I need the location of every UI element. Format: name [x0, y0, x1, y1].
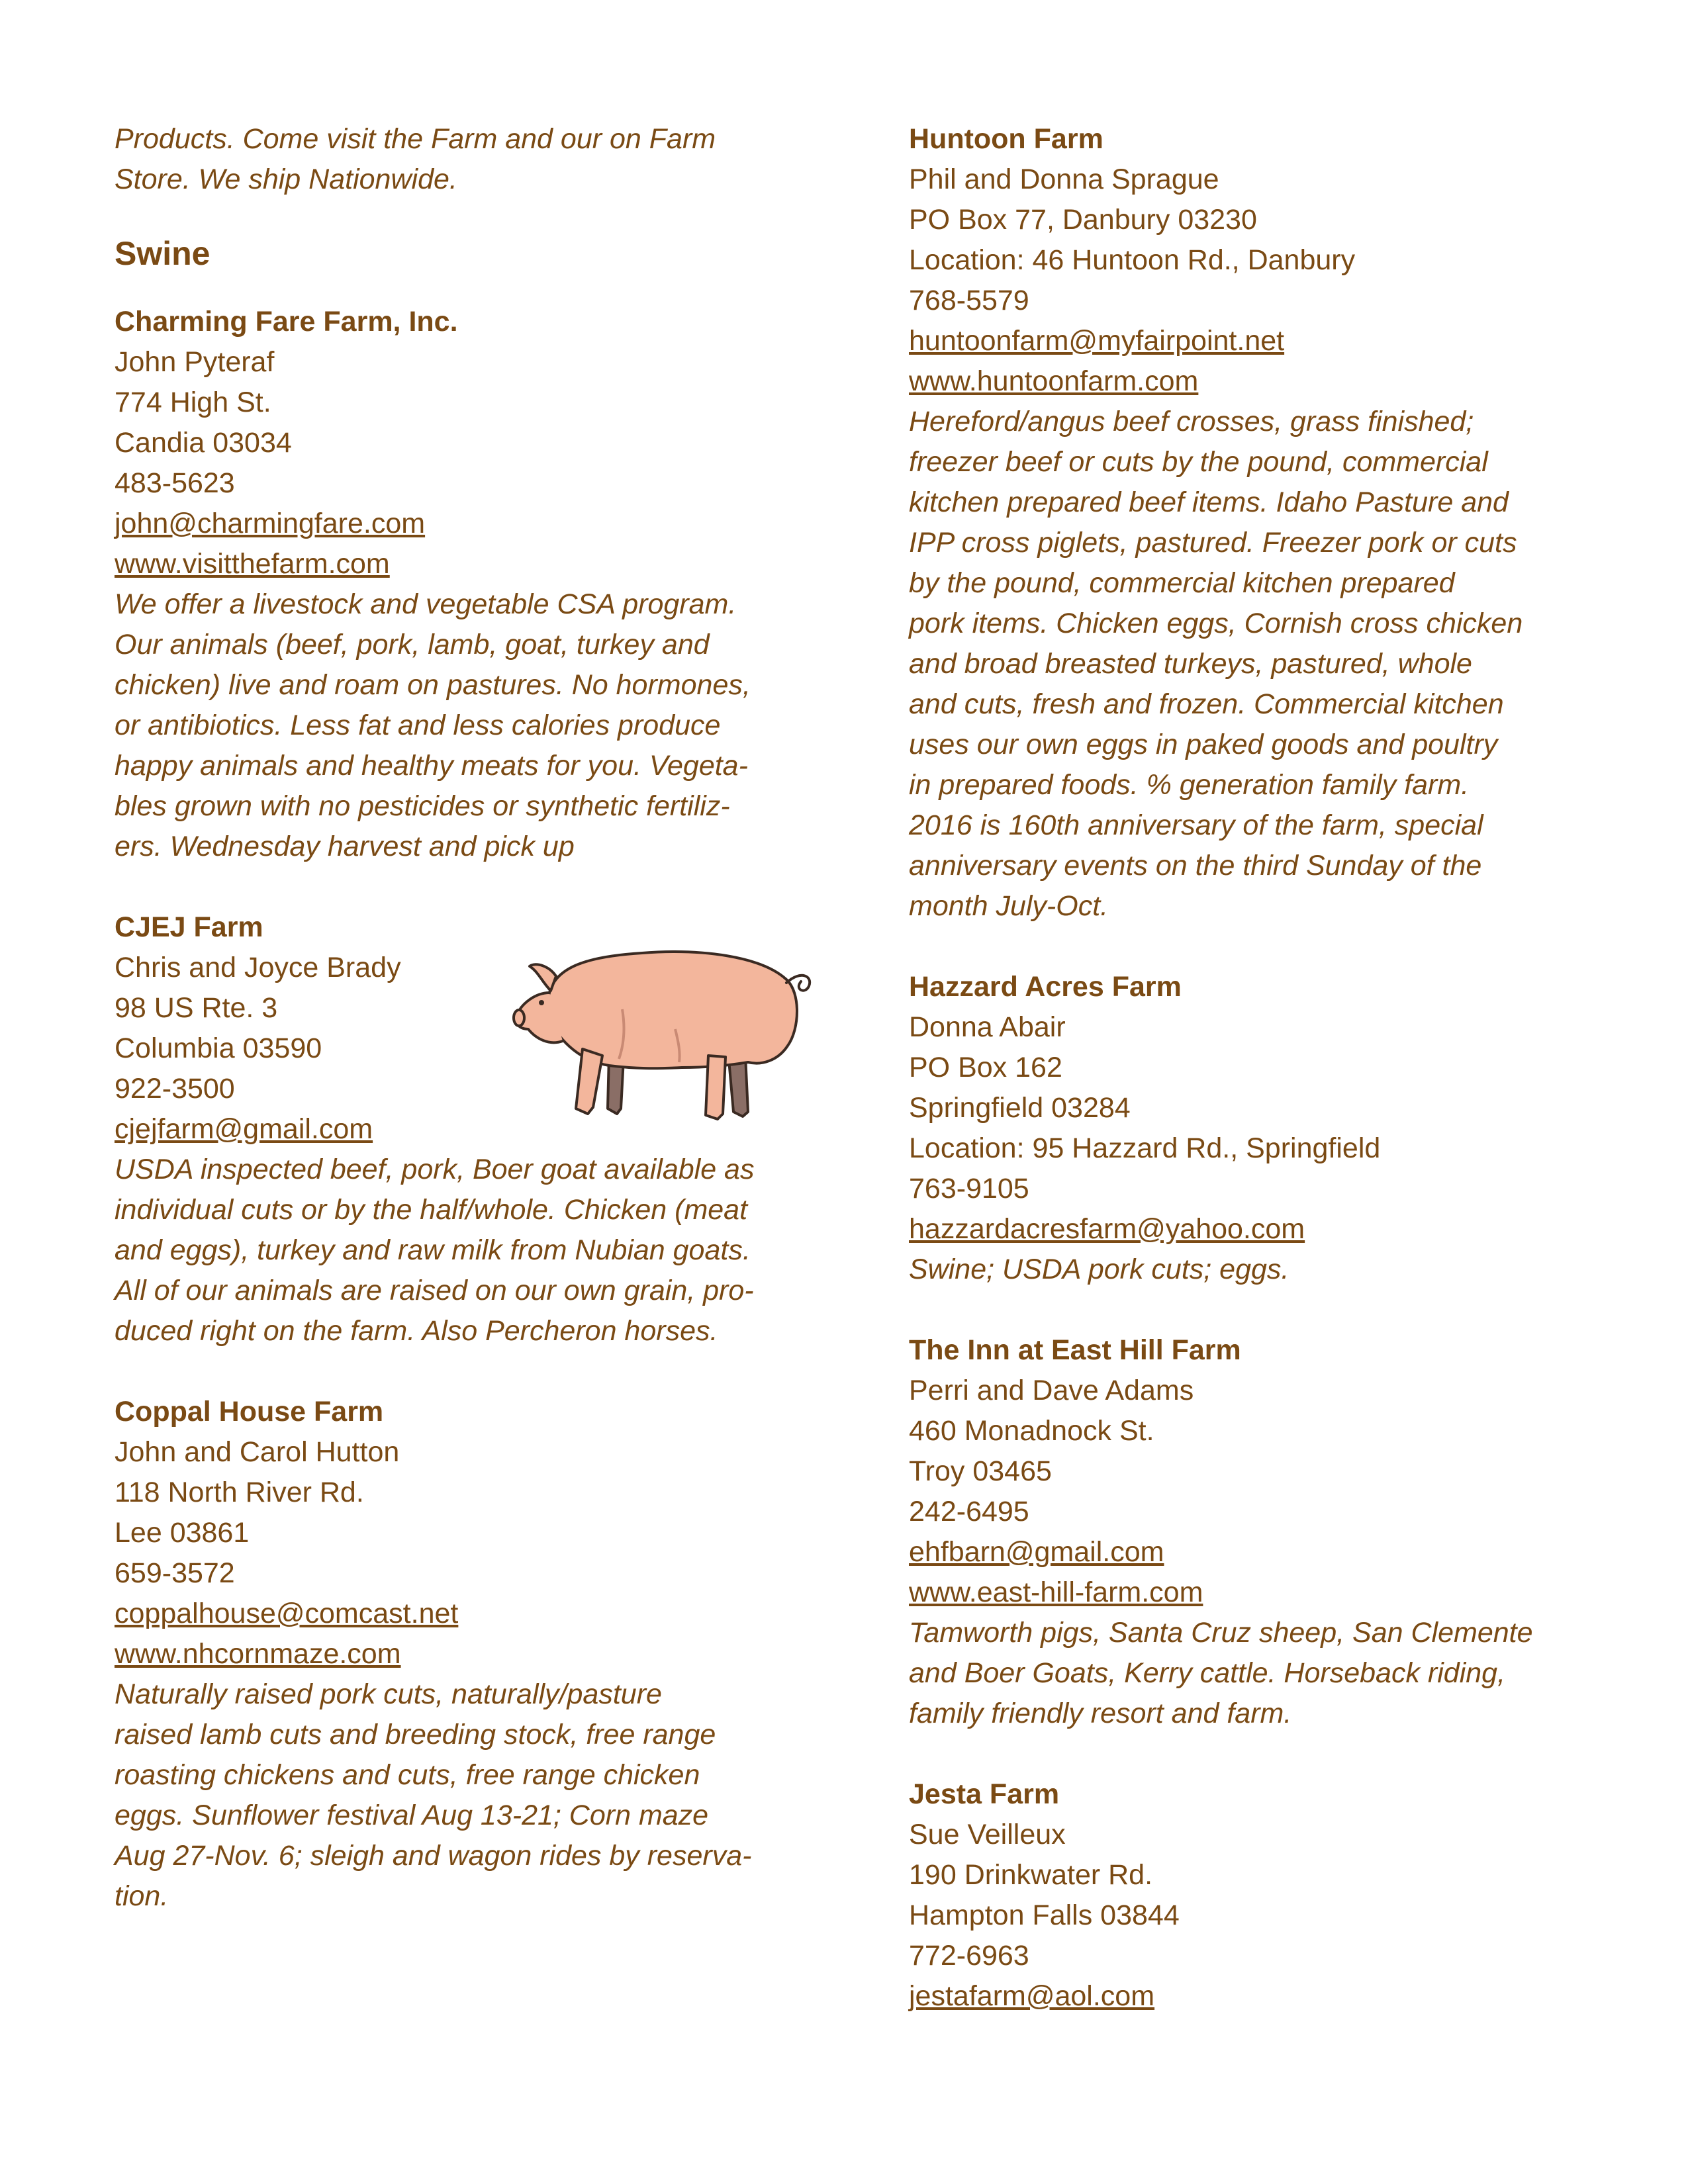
farm-description: and broad breasted turkeys, pastured, whole [909, 648, 1472, 680]
farm-description: in prepared foods. % generation family farm. [909, 769, 1470, 801]
farm-name: Coppal House Farm [115, 1396, 384, 1428]
farm-phone: 772-6963 [909, 1940, 1029, 1972]
farm-description: or antibiotics. Less fat and less calories produce [115, 709, 721, 741]
farm-description: Hereford/angus beef crosses, grass finished; [909, 406, 1474, 437]
farm-address: PO Box 77, Danbury 03230 [909, 204, 1257, 236]
farm-contact: Phil and Donna Sprague [909, 163, 1219, 195]
farm-description: individual cuts or by the half/whole. Chicken (meat [115, 1194, 748, 1226]
farm-address: Location: 95 Hazzard Rd., Springfield [909, 1132, 1381, 1164]
farm-address: PO Box 162 [909, 1052, 1062, 1083]
farm-phone: 483-5623 [115, 467, 235, 499]
farm-description: chicken) live and roam on pastures. No hormones, [115, 669, 751, 701]
section-title-swine: Swine [115, 235, 211, 272]
farm-contact: Chris and Joyce Brady [115, 952, 401, 983]
farm-description: month July-Oct. [909, 890, 1109, 922]
farm-description: Swine; USDA pork cuts; eggs. [909, 1253, 1289, 1285]
farm-name: The Inn at East Hill Farm [909, 1334, 1241, 1366]
farm-phone: 768-5579 [909, 285, 1029, 316]
farm-email-link[interactable]: hazzardacresfarm@yahoo.com [909, 1213, 1305, 1245]
farm-description: and Boer Goats, Kerry cattle. Horseback riding, [909, 1657, 1506, 1689]
farm-description: anniversary events on the third Sunday of the [909, 850, 1482, 882]
farm-description: USDA inspected beef, pork, Boer goat available as [115, 1154, 755, 1185]
farm-name: Charming Fare Farm, Inc. [115, 306, 458, 338]
farm-email-link[interactable]: coppalhouse@comcast.net [115, 1598, 459, 1629]
farm-name: Huntoon Farm [909, 123, 1103, 155]
farm-website-link[interactable]: www.nhcornmaze.com [115, 1638, 401, 1670]
farm-entry-huntoon [909, 119, 1611, 927]
farm-address: Troy 03465 [909, 1455, 1052, 1487]
intro-line: Store. We ship Nationwide. [115, 163, 457, 195]
farm-description: raised lamb cuts and breeding stock, free range [115, 1719, 716, 1751]
farm-description: bles grown with no pesticides or synthetic fertiliz- [115, 790, 730, 822]
farm-name: Jesta Farm [909, 1778, 1060, 1810]
farm-address: 774 High St. [115, 387, 271, 418]
farm-address: Lee 03861 [115, 1517, 250, 1549]
farm-description: Aug 27-Nov. 6; sleigh and wagon rides by reserva- [115, 1840, 752, 1872]
farm-phone: 922-3500 [115, 1073, 235, 1105]
farm-email-link[interactable]: john@charmingfare.com [115, 508, 426, 539]
farm-description: duced right on the farm. Also Percheron horses. [115, 1315, 718, 1347]
farm-entry-charming-fare [115, 302, 829, 867]
farm-address: 118 North River Rd. [115, 1477, 364, 1508]
farm-email-link[interactable]: ehfbarn@gmail.com [909, 1536, 1164, 1568]
pig-illustration [510, 930, 821, 1135]
farm-description: 2016 is 160th anniversary of the farm, special [909, 809, 1483, 841]
farm-description: tion. [115, 1880, 169, 1912]
farm-website-link[interactable]: www.east-hill-farm.com [909, 1576, 1203, 1608]
farm-description: roasting chickens and cuts, free range chicken [115, 1759, 700, 1791]
farm-address: Columbia 03590 [115, 1032, 322, 1064]
farm-contact: John Pyteraf [115, 346, 275, 378]
farm-description: Tamworth pigs, Santa Cruz sheep, San Clemente [909, 1617, 1533, 1649]
farm-entry-hazzard-acres [909, 967, 1611, 1290]
farm-description: IPP cross piglets, pastured. Freezer pork or cuts [909, 527, 1517, 559]
farm-contact: Donna Abair [909, 1011, 1066, 1043]
farm-website-link[interactable]: www.huntoonfarm.com [909, 365, 1199, 397]
farm-description: pork items. Chicken eggs, Cornish cross chicken [909, 608, 1523, 639]
farm-description: Our animals (beef, pork, lamb, goat, turkey and [115, 629, 710, 660]
farm-address: Location: 46 Huntoon Rd., Danbury [909, 244, 1356, 276]
farm-description: uses our own eggs in paked goods and poultry [909, 729, 1498, 760]
farm-description: family friendly resort and farm. [909, 1698, 1292, 1729]
farm-phone: 659-3572 [115, 1557, 235, 1589]
farm-address: 460 Monadnock St. [909, 1415, 1154, 1447]
intro-text [115, 119, 829, 200]
farm-entry-jesta [909, 1774, 1611, 2017]
farm-description: by the pound, commercial kitchen prepared [909, 567, 1455, 599]
farm-phone: 763-9105 [909, 1173, 1029, 1205]
farm-entry-coppal-house [115, 1392, 829, 1917]
farm-description: We offer a livestock and vegetable CSA program. [115, 588, 737, 620]
farm-address: 98 US Rte. 3 [115, 992, 278, 1024]
farm-description: Naturally raised pork cuts, naturally/pasture [115, 1678, 662, 1710]
farm-contact: Sue Veilleux [909, 1819, 1066, 1850]
farm-website-link[interactable]: www.visitthefarm.com [115, 548, 390, 580]
farm-description: kitchen prepared beef items. Idaho Pasture and [909, 486, 1509, 518]
farm-entry-east-hill [909, 1330, 1611, 1734]
farm-email-link[interactable]: huntoonfarm@myfairpoint.net [909, 325, 1285, 357]
intro-line: Products. Come visit the Farm and our on Farm [115, 123, 716, 155]
farm-email-link[interactable]: jestafarm@aol.com [909, 1980, 1155, 2012]
farm-email-link[interactable]: cjejfarm@gmail.com [115, 1113, 373, 1145]
farm-description: and eggs), turkey and raw milk from Nubian goats. [115, 1234, 751, 1266]
farm-contact: Perri and Dave Adams [909, 1375, 1194, 1406]
farm-name: CJEJ Farm [115, 911, 263, 943]
farm-contact: John and Carol Hutton [115, 1436, 400, 1468]
right-column [909, 119, 1611, 2057]
farm-description: happy animals and healthy meats for you. Vegeta- [115, 750, 748, 782]
farm-description: All of our animals are raised on our own grain, pro- [115, 1275, 754, 1306]
farm-description: freezer beef or cuts by the pound, commercial [909, 446, 1488, 478]
farm-description: and cuts, fresh and frozen. Commercial kitchen [909, 688, 1504, 720]
farm-address: Candia 03034 [115, 427, 292, 459]
farm-name: Hazzard Acres Farm [909, 971, 1182, 1003]
farm-description: ers. Wednesday harvest and pick up [115, 831, 575, 862]
farm-phone: 242-6495 [909, 1496, 1029, 1527]
farm-address: Springfield 03284 [909, 1092, 1131, 1124]
farm-description: eggs. Sunflower festival Aug 13-21; Corn maze [115, 1799, 709, 1831]
farm-address: 190 Drinkwater Rd. [909, 1859, 1153, 1891]
farm-address: Hampton Falls 03844 [909, 1899, 1180, 1931]
